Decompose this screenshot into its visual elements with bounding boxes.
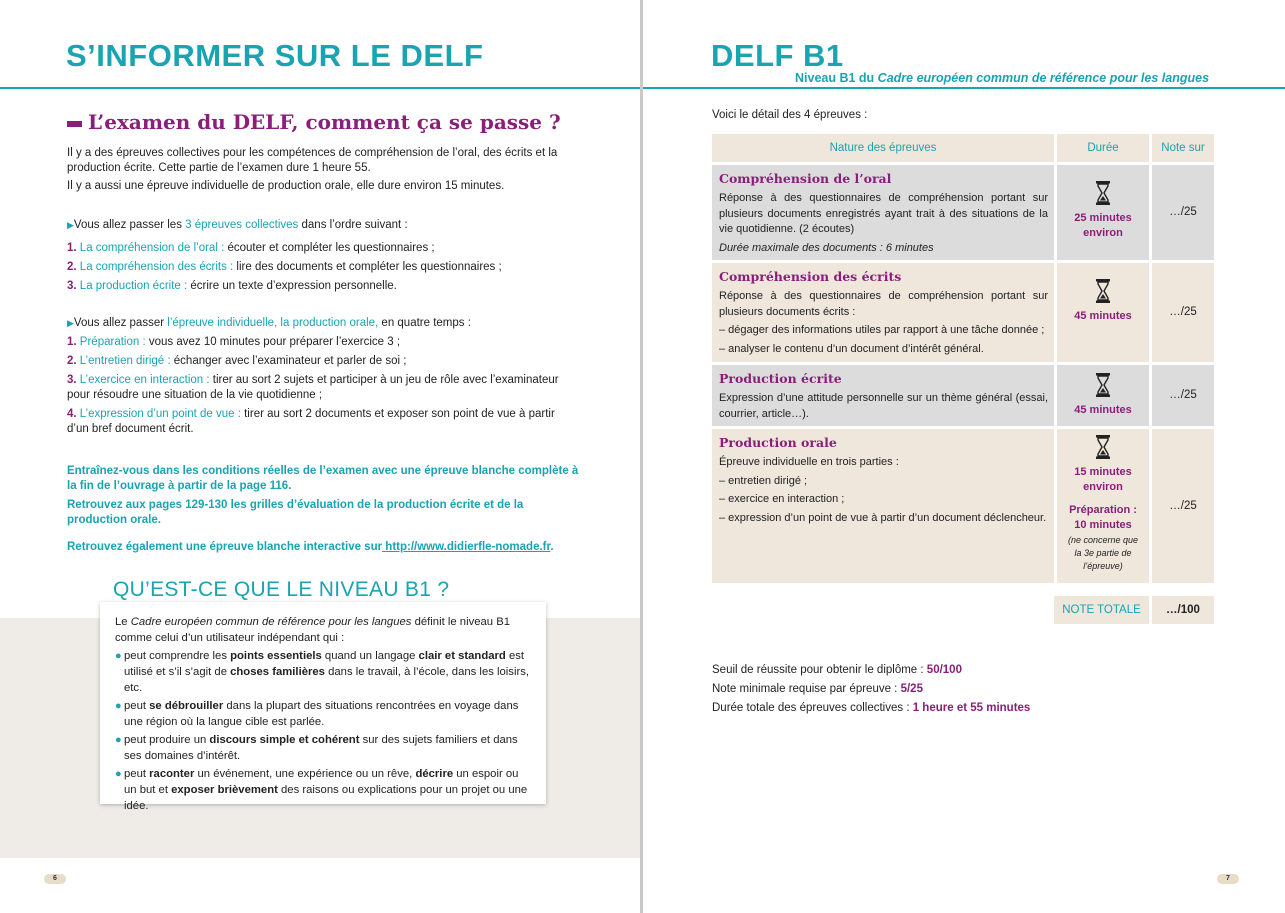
subtitle-italic: Cadre européen commun de référence pour les langues <box>877 71 1210 85</box>
item-text: écrire un texte d’expression personnelle. <box>187 280 397 292</box>
card-bullet-text <box>124 766 533 814</box>
item-number: 3. <box>67 280 77 292</box>
individual-lead <box>67 316 579 331</box>
page-number-left: 6 <box>44 874 66 884</box>
note-cell: …/25 <box>1152 365 1214 426</box>
item-label: La compréhension de l’oral : <box>79 242 225 254</box>
item-text: écouter et compléter les questionnaires ; <box>224 242 435 254</box>
description-line: – expression d’un point de vue à partir d’un document déclencheur. <box>719 511 1047 524</box>
delf-b1-subtitle <box>795 71 1209 85</box>
bullet-emphasis: décrire <box>415 768 454 780</box>
card-bullet-text <box>124 648 533 696</box>
duration-value: 25 minutes environ <box>1074 212 1132 239</box>
epreuve-name: Production écrite <box>719 371 842 386</box>
bullet-segment: peut produire un <box>124 734 210 746</box>
summary-label: Note minimale requise par épreuve : <box>712 683 901 695</box>
collective-item-2 <box>67 260 579 275</box>
item-text: tirer au sort 2 documents et exposer son point de vue à partir d’un bref document écrit. <box>67 408 555 435</box>
card-body <box>115 614 533 814</box>
individual-item-1 <box>67 335 579 350</box>
bullet-segment: est utilisé et s’il s’agit de <box>124 650 525 678</box>
bullet-segment: des raisons ou explications pour un projet ou une idée. <box>124 784 528 812</box>
description-line: Expression d’une attitude personnelle sur un thème général (essai, courrier, article…). <box>719 392 1048 420</box>
bullet-emphasis: exposer brièvement <box>171 784 278 796</box>
card-intro <box>115 614 533 646</box>
summary-line-3 <box>712 699 1212 718</box>
note-cell: …/25 <box>1152 165 1214 260</box>
item-label: L’expression d’un point de vue : <box>79 408 241 420</box>
individual-lead-pre: Vous allez passer <box>73 317 168 329</box>
item-number: 4. <box>67 408 77 420</box>
dot-bullet-icon: ● <box>115 650 122 662</box>
header-duree: Durée <box>1057 134 1149 162</box>
bullet-emphasis: raconter <box>149 768 195 780</box>
card-intro-post: définit le niveau B1 comme celui d’un utilisateur indépendant qui : <box>115 616 511 644</box>
total-value: …/100 <box>1152 596 1214 624</box>
note-cell: …/25 <box>1152 429 1214 583</box>
card-bullet-item <box>115 648 533 696</box>
epreuve-row <box>712 263 1054 362</box>
bullet-emphasis: se débrouiller <box>149 700 224 712</box>
right-page <box>643 0 1285 913</box>
bullet-emphasis: choses familières <box>230 666 325 678</box>
duration-value: 45 minutes <box>1074 404 1132 416</box>
page-number-right: 7 <box>1217 874 1239 884</box>
arrow-bullet-icon: ▶ <box>67 220 74 230</box>
duration-cell <box>1057 429 1149 583</box>
item-text: échanger avec l’examinateur et parler de soi ; <box>170 355 407 367</box>
arrow-bullet-icon: ▶ <box>67 318 74 328</box>
title-rule-right <box>643 87 1285 89</box>
epreuve-description <box>719 191 1048 256</box>
item-number: 1. <box>67 336 77 348</box>
card-title: QU’EST-CE QUE LE NIVEAU B1 ? <box>113 578 450 601</box>
card-bullet-item <box>115 732 533 764</box>
item-label: Préparation : <box>79 336 146 348</box>
duration-value: 15 minutes environ <box>1074 466 1132 493</box>
bullet-segment: un espoir ou un but et <box>124 768 519 796</box>
bullet-segment: quand un langage <box>321 650 419 662</box>
card-bullet-text <box>124 732 533 764</box>
epreuve-name: Compréhension de l’oral <box>719 171 892 186</box>
card-bullets <box>115 648 533 814</box>
bullet-emphasis: discours simple et cohérent <box>209 734 360 746</box>
bullet-segment: sur des sujets familiers et dans ses domaines d’intérêt. <box>124 734 518 762</box>
bullet-segment: dans le travail, à l’école, dans les loisirs, etc. <box>124 666 530 694</box>
summary-line-1 <box>712 661 1212 680</box>
epreuve-row <box>712 365 1054 426</box>
description-line: – dégager des informations utiles par rapport à une tâche donnée ; <box>719 324 1045 336</box>
bullet-segment: un événement, une expérience ou un rêve, <box>194 768 416 780</box>
hourglass-icon <box>1095 181 1111 205</box>
description-line: Épreuve individuelle en trois parties : <box>719 456 899 468</box>
header-nature: Nature des épreuves <box>712 134 1054 162</box>
link-pre: Retrouvez également une épreuve blanche interactive sur <box>67 541 383 553</box>
note-paragraph-1: Entraînez-vous dans les conditions réelles de l’examen avec une épreuve blanche complète à la fin de l’ouvrage à partir de la page 116. <box>67 465 579 492</box>
individual-lead-highlight: l’épreuve individuelle, la production orale, <box>167 317 379 329</box>
intro-paragraph-1: Il y a des épreuves collectives pour les compétences de compréhension de l’oral, des écrits et la production écrite. Cette partie de l’examen dure 1 heure 55. <box>67 147 558 174</box>
summary-value: 5/25 <box>900 683 923 695</box>
individual-item-3 <box>67 373 579 403</box>
duration-cell <box>1057 165 1149 260</box>
individual-block <box>67 316 579 437</box>
bullet-segment: dans la plupart des situations rencontrées en voyage dans une région où la langue cible est parlée. <box>124 700 519 728</box>
table-intro: Voici le détail des 4 épreuves : <box>712 109 868 121</box>
bullet-segment: peut <box>124 768 150 780</box>
card-bullet-text <box>124 698 533 730</box>
duration-cell <box>1057 365 1149 426</box>
dot-bullet-icon: ● <box>115 734 122 746</box>
notes-block <box>67 464 579 555</box>
collective-lead-post: dans l’ordre suivant : <box>298 219 408 231</box>
description-line: Réponse à des questionnaires de compréhension portant sur plusieurs documents écrits : <box>719 290 1048 318</box>
summary-line-2 <box>712 680 1212 699</box>
hourglass-icon <box>1095 279 1111 303</box>
nomade-link[interactable]: http://www.didierfle-nomade.fr <box>382 541 551 553</box>
summary-label: Durée totale des épreuves collectives : <box>712 702 913 714</box>
bullet-segment: peut <box>124 700 150 712</box>
subtitle-pre: Niveau B1 du <box>795 71 878 85</box>
description-line: – analyser le contenu d’un document d’intérêt général. <box>719 342 984 355</box>
page-title: S’INFORMER SUR LE DELF <box>66 38 484 73</box>
collective-item-3 <box>67 279 579 294</box>
item-label: L’exercice en interaction : <box>79 374 210 386</box>
intro-paragraph-2: Il y a aussi une épreuve individuelle de production orale, elle dure environ 15 minutes. <box>67 180 505 192</box>
item-label: La compréhension des écrits : <box>79 261 234 273</box>
item-number: 2. <box>67 355 77 367</box>
bullet-emphasis: points essentiels <box>230 650 322 662</box>
hourglass-icon <box>1095 373 1111 397</box>
summary-label: Seuil de réussite pour obtenir le diplôme : <box>712 664 927 676</box>
dot-bullet-icon: ● <box>115 700 122 712</box>
section-title <box>67 110 561 134</box>
note-paragraph-2: Retrouvez aux pages 129-130 les grilles d’évaluation de la production écrite et de la production orale. <box>67 499 524 526</box>
epreuve-description <box>719 289 1048 357</box>
collective-block <box>67 218 579 294</box>
individual-item-2 <box>67 354 579 369</box>
bullet-segment: peut comprendre les <box>124 650 231 662</box>
total-label: NOTE TOTALE <box>1054 596 1149 624</box>
title-rule <box>0 87 640 89</box>
intro-block <box>67 146 579 194</box>
duration-value: 45 minutes <box>1074 310 1132 322</box>
item-label: L’entretien dirigé : <box>79 355 171 367</box>
preparation-value: Préparation : 10 minutes <box>1069 504 1137 531</box>
item-number: 1. <box>67 242 77 254</box>
description-line: – exercice en interaction ; <box>719 493 845 505</box>
individual-item-4 <box>67 407 579 437</box>
item-text: vous avez 10 minutes pour préparer l’exercice 3 ; <box>145 336 401 348</box>
section-bar-icon <box>67 121 82 127</box>
preparation-note: (ne concerne que la 3e partie de l’épreuve) <box>1067 535 1139 571</box>
card-intro-pre: Le <box>115 616 131 628</box>
dot-bullet-icon: ● <box>115 768 122 780</box>
note-cell: …/25 <box>1152 263 1214 362</box>
item-text: tirer au sort 2 sujets et participer à un jeu de rôle avec l’examinateur pour résoudre une situation de la vie quotidienne ; <box>67 374 559 401</box>
epreuve-description <box>719 455 1048 526</box>
individual-lead-post: en quatre temps : <box>378 317 471 329</box>
item-text: lire des documents et compléter les questionnaires ; <box>233 261 502 273</box>
collective-lead <box>67 218 579 233</box>
description-line: – entretien dirigé ; <box>719 474 808 487</box>
item-number: 3. <box>67 374 77 386</box>
summary-value: 50/100 <box>926 664 962 676</box>
collective-lead-pre: Vous allez passer les <box>73 219 186 231</box>
duration-cell <box>1057 263 1149 362</box>
epreuve-name: Compréhension des écrits <box>719 269 902 284</box>
item-label: La production écrite : <box>79 280 188 292</box>
link-post: . <box>550 541 554 553</box>
card-bullet-item <box>115 766 533 814</box>
section-title-text: L’examen du DELF, comment ça se passe ? <box>88 110 561 134</box>
card-intro-italic: Cadre européen commun de référence pour les langues <box>130 616 412 628</box>
epreuve-row <box>712 429 1054 583</box>
epreuve-row <box>712 165 1054 260</box>
description-italic: Durée maximale des documents : 6 minutes <box>719 241 934 254</box>
epreuve-description <box>719 391 1048 422</box>
card-bullet-item <box>115 698 533 730</box>
bullet-emphasis: clair et standard <box>418 650 506 662</box>
collective-lead-highlight: 3 épreuves collectives <box>185 219 299 231</box>
left-page <box>0 0 640 913</box>
hourglass-icon <box>1095 435 1111 459</box>
item-number: 2. <box>67 261 77 273</box>
description-line: Réponse à des questionnaires de compréhension portant sur plusieurs documents enregistrés ayant trait à des situations de la vie quotidienne. (2 écoutes) <box>719 192 1048 235</box>
link-paragraph <box>67 540 579 555</box>
collective-item-1 <box>67 241 579 256</box>
summary-value: 1 heure et 55 minutes <box>912 702 1031 714</box>
epreuve-name: Production orale <box>719 435 837 450</box>
delf-b1-title: DELF B1 <box>711 38 844 73</box>
summary-block <box>712 661 1212 718</box>
header-note: Note sur <box>1152 134 1214 162</box>
